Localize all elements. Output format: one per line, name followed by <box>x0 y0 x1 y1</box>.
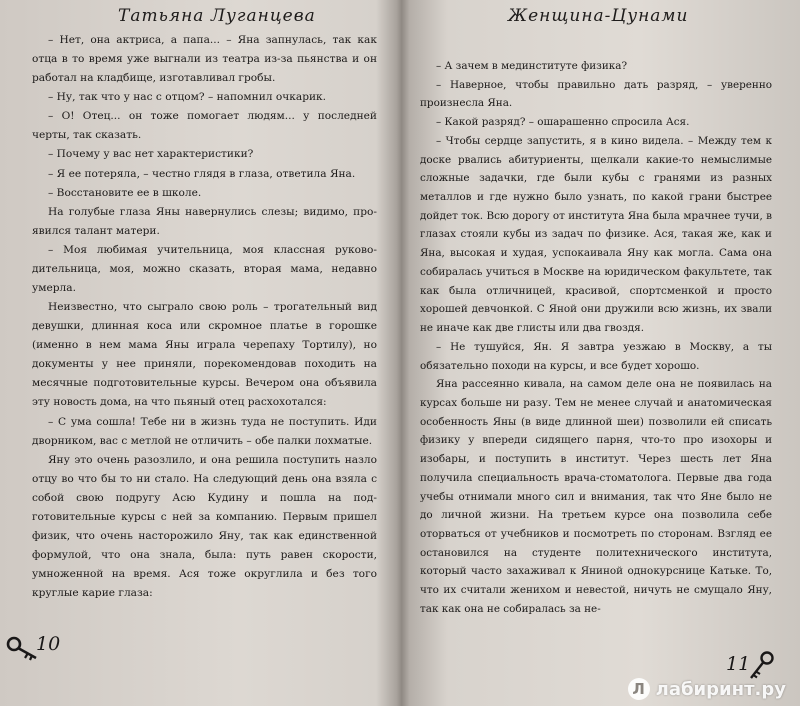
paragraph: На голубые глаза Яны навернулись слезы; видимо, проявился талант матери. <box>32 205 377 237</box>
running-head-author: Татьяна Луганцева <box>118 6 316 26</box>
paragraph: – С ума сошла! Тебе ни в жизнь туда не поступить. Иди дворником, вас с метлой не отличить – обе палки лохматые. <box>32 415 377 447</box>
page-number: 10 <box>36 633 61 655</box>
paragraph: – Моя любимая учительница, моя классная руководительница, моя, можно сказать, вторая мама, недавно умерла. <box>32 243 377 295</box>
paragraph: – Наверное, чтобы правильно дать разряд, – уверенно произнесла Яна. <box>420 78 772 110</box>
watermark-text: лабиринт.ру <box>655 678 786 700</box>
right-page <box>400 0 800 706</box>
paragraph: – Восстановите ее в школе. <box>48 186 202 199</box>
left-page-text <box>32 31 377 603</box>
paragraph: – О! Отец... он тоже помогает людям... у последней черты, так сказать. <box>32 110 377 142</box>
left-page <box>0 0 392 706</box>
running-head-title: Женщина-Цунами <box>508 6 689 26</box>
labirint-watermark <box>628 678 786 700</box>
paragraph: – А зачем в мединституте физика? <box>436 60 628 72</box>
paragraph: – Нет, она актриса, а папа... – Яна запнулась, так как отца в то время уже выгнали из театра из-за пьянства и он работал на кладбище, изготавливал гробы. <box>32 34 377 85</box>
paragraph: – Какой разряд? – ошарашенно спросила Ася. <box>436 116 690 129</box>
labirint-logo-icon: Л <box>628 678 650 700</box>
key-icon <box>6 636 40 666</box>
paragraph: – Почему у вас нет характеристики? <box>48 148 254 161</box>
paragraph: – Не тушуйся, Ян. Я завтра уезжаю в Москву, а ты обязательно походи на курсы, и все будет хорошо. <box>420 340 772 372</box>
paragraph: – Ну, так что у нас с отцом? – напомнил очкарик. <box>48 91 327 104</box>
paragraph: – Я ее потеряла, – честно глядя в глаза, ответила Яна. <box>48 167 356 180</box>
paragraph: Неизвестно, что сыграло свою роль – трогательный вид девушки, длинная коса или скромное платье в горошке (именно в нем мама Яны играла черепаху Тортилу), но документы у нее приняли, порекомендовав походить на месячные подготовительные курсы. Вечером она объявила эту новость дома, на что пьяный отец расхохотался: <box>32 301 377 409</box>
page-number: 11 <box>726 653 751 675</box>
paragraph: – Чтобы сердце запустить, я в кино видела. – Между тем к доске рвались абитуриенты, щелкали какие-то немыслимые сложные задачки, где были кубы с гранями из разных металлов и где нужно было узнать, по какой грани быстрее дойдет ток. Всю дорогу от института Яна была мрачнее тучи, в глазах стояли кубы из задач по физике. Ася, такая же, как и Яна, высокая и худая, успокаивала Яну как могла. Сама она собиралась учиться в Москве на юридическом факультете, так как была отличницей, красивой, спортсменкой и просто хорошей девчонкой. С Яной они дружили всю жизнь, их звали не иначе как две глисты или два гвоздя. <box>420 134 772 335</box>
right-page-text <box>420 57 772 619</box>
paragraph: Яну это очень разозлило, и она решила поступить назло отцу во что бы то ни стало. На следующий день она взяла с собой свою подругу Асю Кудину и пошла на подготовительные курсы с ней за компанию. Первым пришел физик, что очень насторожило Яну, так как единственной формулой, что она знала, была: путь равен скорости, умноженной на время. Ася тоже округлила и без того круглые карие глаза: <box>32 453 377 600</box>
paragraph: Яна рассеянно кивала, на самом деле она не появилась на курсах больше ни разу. Тем не менее случай и анатомическая особенность Яны (в виде длинной шеи) позволили ей списать физику у впереди сидящего парня, что-то про изохоры и изобары, и поступить в институт. Через шесть лет Яна получила специальность врача-стоматолога. Первые два года учебы отнимали много сил и внимания, так что Яне было не до личной жизни. На третьем курсе она позволила себе оторваться от учебников и посмотреть по сторонам. Взгляд ее остановился на студенте политехнического института, который часто захаживал к Яниной однокурснице Катьке. То, что их считали женихом и невестой, ничуть не смущало Яну, так как она не собиралась за не- <box>420 378 772 615</box>
